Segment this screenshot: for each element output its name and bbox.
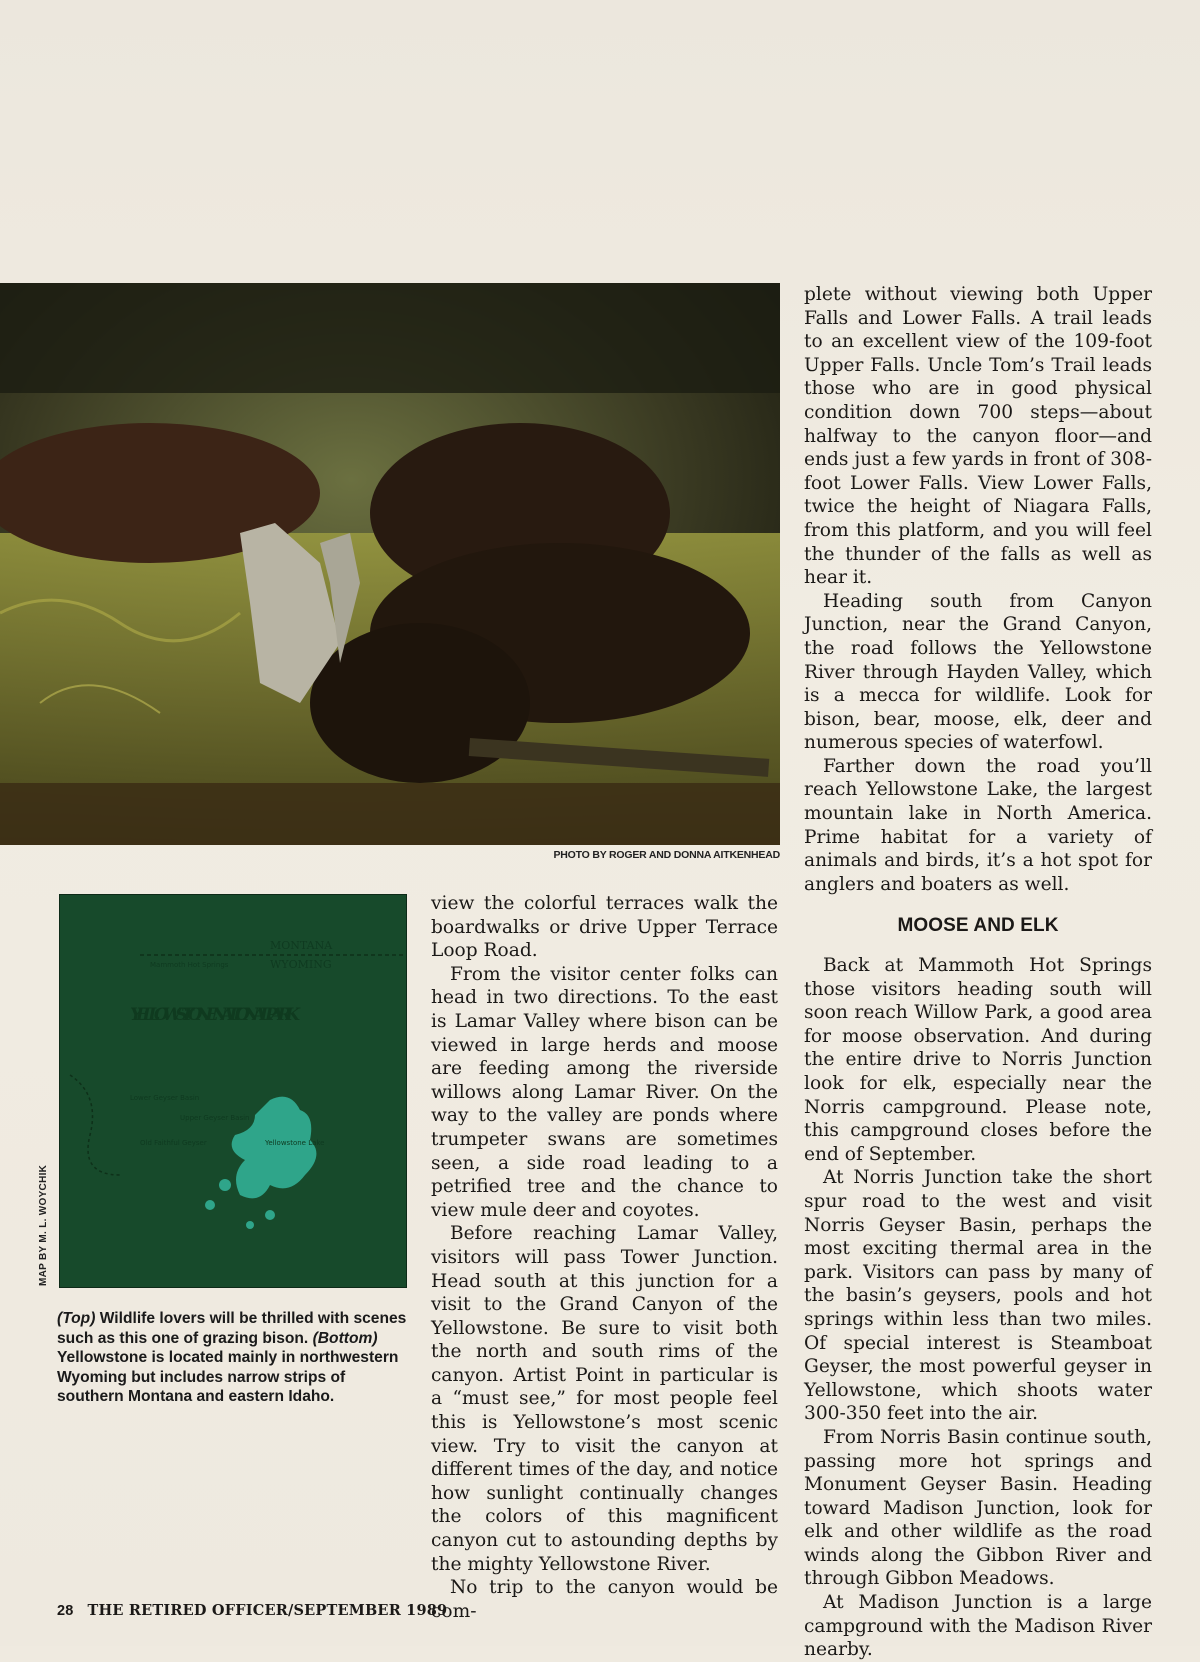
- map-credit: MAP BY M. L. WOYCHIK: [38, 1164, 49, 1286]
- bison-photo: [0, 283, 780, 845]
- paragraph: At Norris Junction take the short spur road to the west and visit Norris Geyser Basin, perhaps the most exciting thermal area in the park. Visitors can pass by many of the basin’s geysers, pools and hot springs within less than two miles. Of special interest is Steamboat Geyser, the most powerful geyser in Yellowstone, which shoots water 300-350 feet into the air.: [804, 1167, 1152, 1425]
- paragraph: From the visitor center folks can head in two directions. To the east is Lamar Valley where bison can be viewed in large herds and moose are feeding among the riverside willows along Lamar River. On the way to the valley are ponds where trumpeter swans are sometimes seen, a side road leading to a petrified tree and the chance to view mule deer and coyotes.: [431, 963, 778, 1221]
- map-illustration: [60, 895, 406, 1287]
- map-place-upper-geyser: Upper Geyser Basin: [180, 1114, 250, 1122]
- publication-line: THE RETIRED OFFICER/SEPTEMBER 1989: [87, 1602, 448, 1619]
- yellowstone-map: [59, 894, 407, 1288]
- map-park-label: YELLOWSTONE NATIONAL PARK: [130, 1005, 300, 1025]
- map-state-montana: MONTANA: [270, 939, 333, 952]
- caption-top-text: Wildlife lovers will be thrilled with scenes such as this one of grazing bison.: [57, 1310, 407, 1347]
- paragraph: From Norris Basin continue south, passing more hot springs and Monument Geyser Basin. Heading toward Madison Junction, look for elk and other wildlife as the road winds along the Gibbon River and through Gibbon Meadows.: [804, 1426, 1152, 1590]
- section-subhead: MOOSE AND ELK: [897, 915, 1059, 937]
- paragraph: Heading south from Canyon Junction, near the Grand Canyon, the road follows the Yellowstone River through Hayden Valley, which is a mecca for wildlife. Look for bison, bear, moose, elk, deer and numerous species of waterfowl.: [804, 590, 1152, 754]
- paragraph: No trip to the canyon would be com-: [431, 1577, 778, 1622]
- caption-bottom-tag: (Bottom): [312, 1329, 378, 1347]
- page-footer: [57, 1602, 447, 1619]
- page-number: 28: [57, 1603, 74, 1619]
- paragraph: Farther down the road you’ll reach Yellowstone Lake, the largest mountain lake in North America. Prime habitat for a variety of animals and birds, it’s a hot spot for anglers and boaters as well.: [804, 755, 1152, 895]
- caption-top-tag: (Top): [57, 1310, 96, 1327]
- photo-credit: PHOTO BY ROGER AND DONNA AITKENHEAD: [553, 849, 780, 861]
- caption-bottom-text: Yellowstone is located mainly in northwestern Wyoming but includes narrow strips of southern Montana and eastern Idaho.: [57, 1349, 399, 1405]
- bison-photo-illustration: [0, 283, 780, 845]
- article-column-middle: [431, 892, 778, 1623]
- figure-caption: [57, 1309, 407, 1407]
- paragraph: At Madison Junction is a large campground with the Madison River nearby.: [804, 1592, 1152, 1661]
- map-place-lake: Yellowstone Lake: [265, 1139, 325, 1147]
- map-place-old-faithful: Old Faithful Geyser: [140, 1139, 207, 1147]
- map-place-mammoth: Mammoth Hot Springs: [150, 961, 229, 969]
- paragraph: Before reaching Lamar Valley, visitors will pass Tower Junction. Head south at this junction for a visit to the Grand Canyon of the Yellowstone. Be sure to visit both the north and south rims of the canyon. Artist Point in particular is a “must see,” for most people feel this is Yellowstone’s most scenic view. Try to visit the canyon at different times of the day, and notice how sunlight continually changes the colors of this magnificent canyon cut to astounding depths by the mighty Yellowstone River.: [431, 1223, 778, 1575]
- article-column-right: [804, 283, 1152, 1662]
- paragraph: plete without viewing both Upper Falls and Lower Falls. A trail leads to an excellent view of the 109-foot Upper Falls. Uncle Tom’s Trail leads those who are in good physical condition down 700 steps—about halfway to the canyon floor—and ends just a few yards in front of 308-foot Lower Falls. View Lower Falls, twice the height of Niagara Falls, from this platform, and you will feel the thunder of the falls as well as hear it.: [804, 284, 1152, 589]
- map-state-wyoming: WYOMING: [270, 958, 332, 971]
- map-place-lower-geyser: Lower Geyser Basin: [130, 1094, 200, 1102]
- paragraph: view the colorful terraces walk the boardwalks or drive Upper Terrace Loop Road.: [431, 893, 778, 962]
- paragraph: Back at Mammoth Hot Springs those visitors heading south will soon reach Willow Park, a good area for moose observation. And during the entire drive to Norris Junction look for elk, especially near the Norris campground. Please note, this campground closes before the end of September.: [804, 955, 1152, 1165]
